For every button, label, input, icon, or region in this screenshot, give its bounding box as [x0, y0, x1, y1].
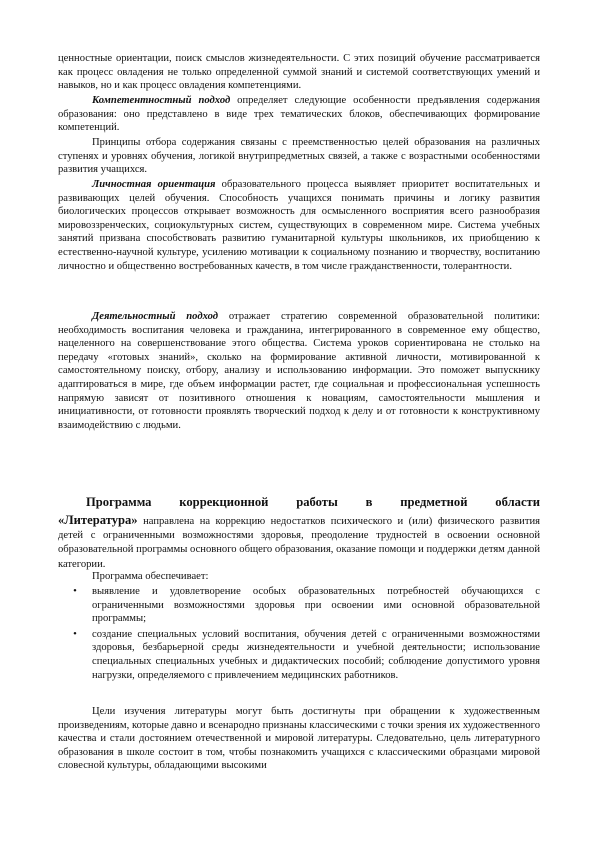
- heading-word: в: [365, 495, 373, 509]
- heading-literature-title: «Литература»: [58, 513, 138, 527]
- section-heading-correction-program: [58, 494, 540, 511]
- heading-word: Программа: [86, 495, 152, 509]
- term-competence-approach: Компетентностный подход: [92, 95, 231, 106]
- paragraph-competence-approach: [58, 94, 540, 135]
- paragraph-correction-program: [58, 513, 540, 572]
- paragraph-competence-text: определяет следующие особенности предъявления содержания образования: оно представлено в виде трех тематических блоков, обеспечивающих формирование компетенций.: [58, 95, 541, 134]
- paragraph-selection-text: Принципы отбора содержания связаны с преемственностью целей образования на различных ступенях и уровнях обучения, логикой внутрипредметных связей, а также с возрастными особенностями развития учащихся.: [58, 137, 540, 176]
- list-item: [58, 585, 540, 626]
- list-item: [58, 628, 540, 682]
- heading-word: предметной: [400, 495, 468, 509]
- paragraph-values: [58, 52, 540, 93]
- heading-word: работы: [296, 495, 338, 509]
- paragraph-selection-principles: [58, 136, 540, 177]
- provides-label-text: Программа обеспечивает:: [92, 571, 209, 582]
- term-personal-orientation: Личностная ориентация: [92, 179, 216, 190]
- heading-line-1: [58, 494, 540, 511]
- provisions-list: [58, 585, 540, 682]
- paragraph-correction-text: направлена на коррекцию недостатков психического и (или) физического развития детей с ограниченными возможностями здоровья, преодоление трудностей в освоении основной образовательной программы основного общего образования, оказание помощи и поддержки детям данной категории.: [58, 516, 540, 570]
- paragraph-personal-text: образовательного процесса выявляет приоритет воспитательных и развивающих целей обучения. Способность учащихся понимать причины и логику развития биологических процессов открывает возможность для осмысленного восприятия всего разнообразия мировоззренческих, социокультурных систем, существующих в современном мире. Система учебных занятий призвана способствовать развитию гуманитарной культуры школьников, их приобщению к естественно-научной культуре, усилению мотивации к социальному познанию и творчеству, воспитанию личностно и общественно востребованных качеств, в том числе гражданственности, толерантности.: [58, 179, 540, 272]
- provides-label: [58, 570, 540, 584]
- heading-word: области: [495, 495, 540, 509]
- paragraph-activity-approach: [58, 310, 540, 432]
- list-item-text: создание специальных условий воспитания, обучения детей с ограниченными возможностями здоровья, безбарьерной среды жизнедеятельности и учебной деятельности; использование специальных специальных учебных и дидактических пособий; соблюдение допустимого уровня нагрузки, определяемого с привлечением медицинских работников.: [92, 628, 540, 681]
- list-item-text: выявление и удовлетворение особых образовательных потребностей обучающихся с ограниченными возможностями здоровья при освоении ими основной образовательной программы;: [92, 586, 540, 625]
- term-activity-approach: Деятельностный подход: [92, 311, 219, 322]
- bullet-marker: •: [73, 628, 77, 640]
- paragraph-literature-goals-text: Цели изучения литературы могут быть достигнуты при обращении к художественным произведениям, которые давно и всенародно признаны классическими с точки зрения их художественного качества и стали достоянием отечественной и мировой литературы. Следовательно, цель литературного образования в школе состоит в том, чтобы познакомить учащихся с классическими образцами мировой словесной культуры, обладающими высокими: [58, 706, 540, 772]
- bullet-marker: •: [73, 586, 77, 597]
- paragraph-values-text: ценностные ориентации, поиск смыслов жизнедеятельности. С этих позиций обучение рассматривается как процесс овладения не только определенной суммой знаний и системой соответствующих умений и навыков, но и как процесс овладения компетенциями.: [58, 53, 540, 92]
- heading-word: коррекционной: [179, 495, 269, 509]
- paragraph-activity-text: отражает стратегию современной образовательной политики: необходимость воспитания человека и гражданина, интегрированного в современное ему общество, нацеленного на совершенствование этого общества. Система уроков сориентирована не столько на передачу «готовых знаний», сколько на формирование активной личности, мотивированной к самостоятельному поиску, отбору, анализу и использованию информации. Это поможет выпускнику адаптироваться в мире, где объем информации растет, где социальная и профессиональная успешность напрямую зависят от позитивного отношения к новациям, самостоятельности мышления и инициативности, от готовности проявлять творческий подход к делу и от готовности к конструктивному взаимодействию с людьми.: [58, 311, 540, 431]
- paragraph-personal-orientation: [58, 178, 540, 273]
- paragraph-literature-goals: [58, 705, 540, 773]
